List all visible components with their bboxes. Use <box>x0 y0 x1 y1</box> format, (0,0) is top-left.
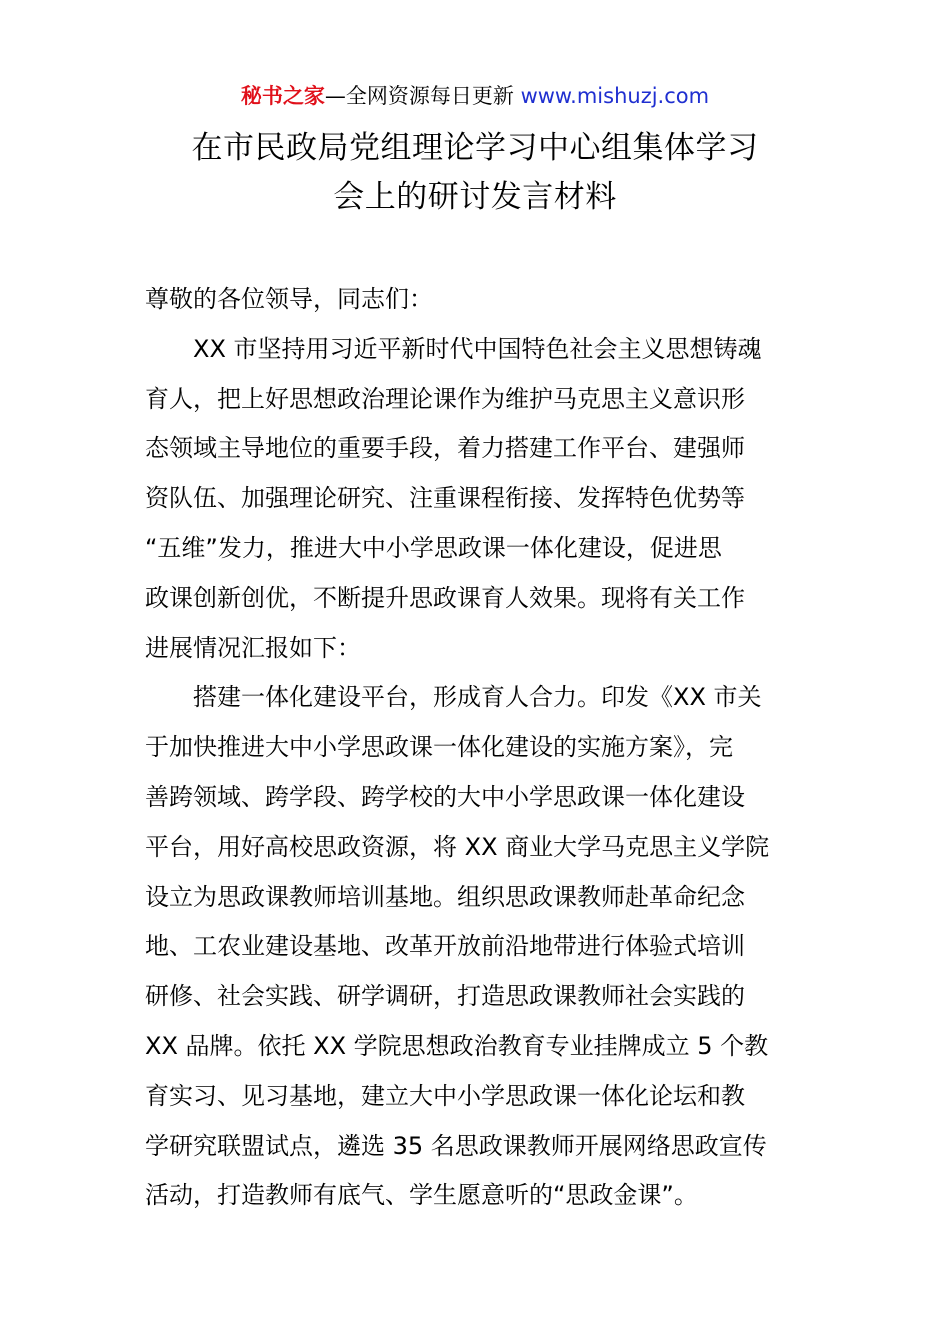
document-body <box>145 275 815 1221</box>
paragraph-2 <box>145 673 815 1221</box>
paragraph-line: 资队伍、加强理论研究、注重课程衔接、发挥特色优势等 <box>145 484 745 513</box>
paragraph-line: 搭建一体化建设平台，形成育人合力。印发《XX 市关 <box>193 683 762 712</box>
title-line-1: 在市民政局党组理论学习中心组集体学习 <box>191 130 759 166</box>
paragraph-line: 地、工农业建设基地、改革开放前沿地带进行体验式培训 <box>145 932 745 961</box>
header-tagline: —全网资源每日更新 <box>324 84 514 108</box>
paragraph-line: 进展情况汇报如下： <box>145 633 361 662</box>
paragraph-line: 研修、社会实践、研学调研，打造思政课教师社会实践的 <box>145 982 745 1011</box>
document-title <box>100 124 850 222</box>
brand-name: 秘书之家 <box>240 84 325 108</box>
paragraph-line: 平台，用好高校思政资源，将 XX 商业大学马克思主义学院 <box>145 832 770 861</box>
paragraph-line: 育人，把上好思想政治理论课作为维护马克思主义意识形 <box>145 384 745 413</box>
paragraph-line: 于加快推进大中小学思政课一体化建设的实施方案》，完 <box>145 733 733 762</box>
site-url-link[interactable]: www.mishuzj.com <box>520 84 710 108</box>
paragraph-line: XX 品牌。依托 XX 学院思想政治教育专业挂牌成立 5 个教 <box>145 1031 769 1060</box>
paragraph-line: 育实习、见习基地，建立大中小学思政课一体化论坛和教 <box>145 1081 745 1110</box>
paragraph-line: 善跨领域、跨学段、跨学校的大中小学思政课一体化建设 <box>145 782 745 811</box>
paragraph-line: 态领域主导地位的重要手段，着力搭建工作平台、建强师 <box>145 434 745 463</box>
paragraph-1 <box>145 325 815 674</box>
paragraph-line: “五维”发力，推进大中小学思政课一体化建设，促进思 <box>145 533 722 562</box>
site-header <box>0 82 950 110</box>
paragraph-line: 政课创新创优，不断提升思政课育人效果。现将有关工作 <box>145 583 745 612</box>
paragraph-line: 学研究联盟试点，遴选 35 名思政课教师开展网络思政宣传 <box>145 1131 767 1160</box>
paragraph-line: 设立为思政课教师培训基地。组织思政课教师赴革命纪念 <box>145 882 745 911</box>
paragraph-line: XX 市坚持用习近平新时代中国特色社会主义思想铸魂 <box>193 334 762 363</box>
paragraph-line: 活动，打造教师有底气、学生愿意听的“思政金课”。 <box>145 1181 698 1210</box>
salutation: 尊敬的各位领导，同志们： <box>145 285 433 313</box>
title-line-2: 会上的研讨发言材料 <box>333 179 617 215</box>
